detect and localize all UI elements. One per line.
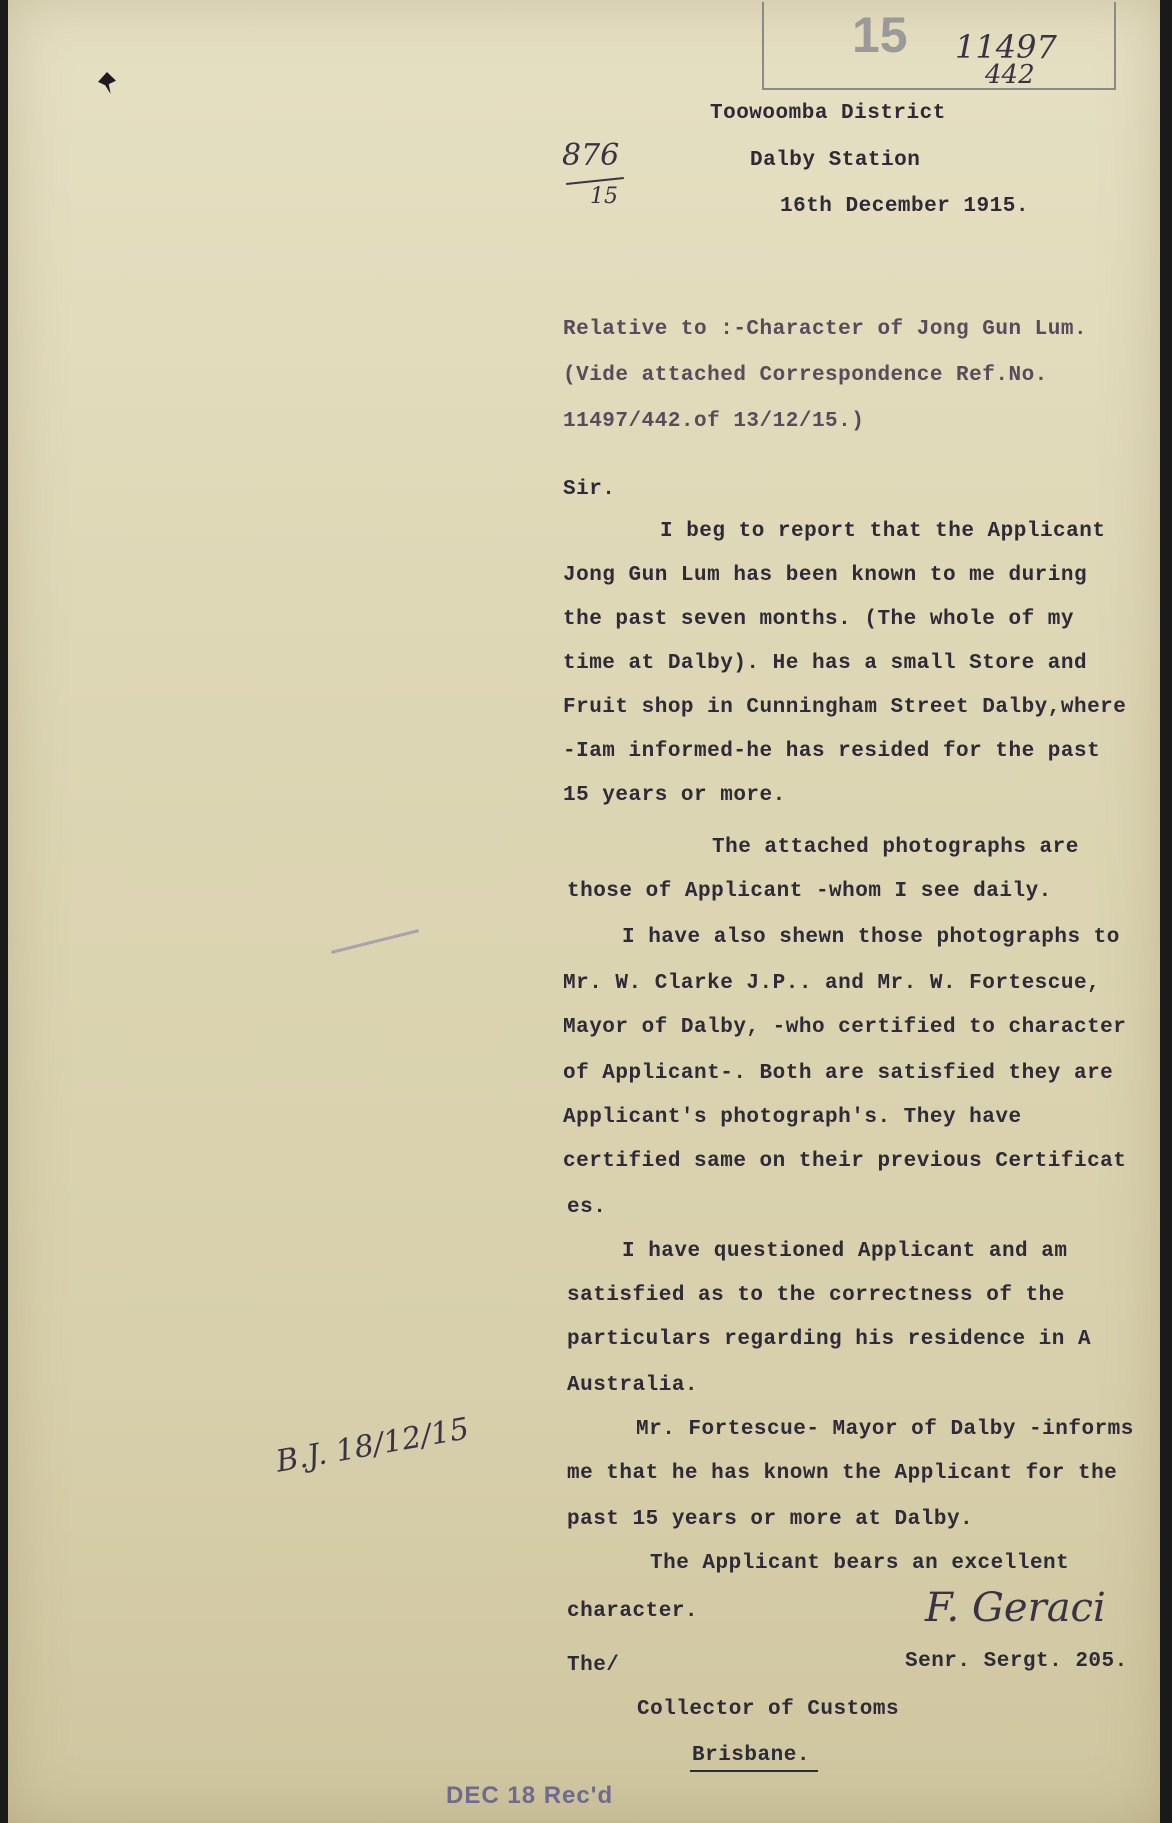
salutation: Sir. [563,478,616,501]
body-line: certified same on their previous Certificat [563,1150,1127,1173]
body-line: -Iam informed-he has resided for the past [563,740,1101,763]
subject-line-2: (Vide attached Correspondence Ref.No. [563,364,1048,387]
margin-initials: B.J. 18/12/15 [273,1411,472,1480]
document-page [8,0,1160,1823]
received-stamp: DEC 18 Rec'd [446,1782,614,1809]
station-line: Dalby Station [750,149,921,172]
body-line: es. [567,1196,607,1219]
body-line: past 15 years or more at Dalby. [567,1508,974,1531]
body-line: Jong Gun Lum has been known to me during [563,564,1088,587]
body-line: I beg to report that the Applicant [660,520,1106,543]
body-line: of Applicant-. Both are satisfied they are [563,1062,1114,1085]
body-line: satisfied as to the correctness of the [567,1284,1065,1307]
body-line: time at Dalby). He has a small Store and [563,652,1088,675]
body-line: Applicant's photograph's. They have [563,1106,1022,1129]
body-line: I have also shewn those photographs to [622,926,1120,949]
margin-note-bottom: 15 [590,184,618,209]
signature-rank: Senr. Sergt. 205. [905,1650,1128,1673]
registry-stamp [762,2,1116,90]
addressee-the: The/ [567,1654,620,1677]
stamp-number: 15 [852,7,908,63]
body-line: Australia. [567,1374,699,1397]
body-line: Mayor of Dalby, -who certified to character [563,1016,1127,1039]
margin-note-top: 876 [562,138,620,173]
addressee-underline [690,1770,818,1772]
stamp-ref-top: 11497 [955,28,1057,66]
addressee-title: Collector of Customs [637,1698,900,1721]
signature: F. Geraci [925,1585,1106,1631]
addressee-place: Brisbane. [692,1744,810,1767]
date-line: 16th December 1915. [780,195,1029,218]
district-line: Toowoomba District [710,102,946,125]
body-line: Mr. W. Clarke J.P.. and Mr. W. Fortescue, [563,972,1101,995]
body-line: I have questioned Applicant and am [622,1240,1068,1263]
body-line: the past seven months. (The whole of my [563,608,1074,631]
subject-line-1: Relative to :-Character of Jong Gun Lum. [563,318,1088,341]
body-line: Mr. Fortescue- Mayor of Dalby -informs [636,1418,1134,1441]
body-line: me that he has known the Applicant for the [567,1462,1118,1485]
body-line: character. [567,1600,699,1623]
subject-line-3: 11497/442.of 13/12/15.) [563,410,865,433]
body-line: 15 years or more. [563,784,786,807]
body-line: The attached photographs are [712,836,1079,859]
body-line: particulars regarding his residence in A [567,1328,1092,1351]
stamp-ref-bottom: 442 [985,60,1035,90]
body-line: those of Applicant -whom I see daily. [567,880,1052,903]
body-line: The Applicant bears an excellent [650,1552,1070,1575]
body-line: Fruit shop in Cunningham Street Dalby,where [563,696,1127,719]
